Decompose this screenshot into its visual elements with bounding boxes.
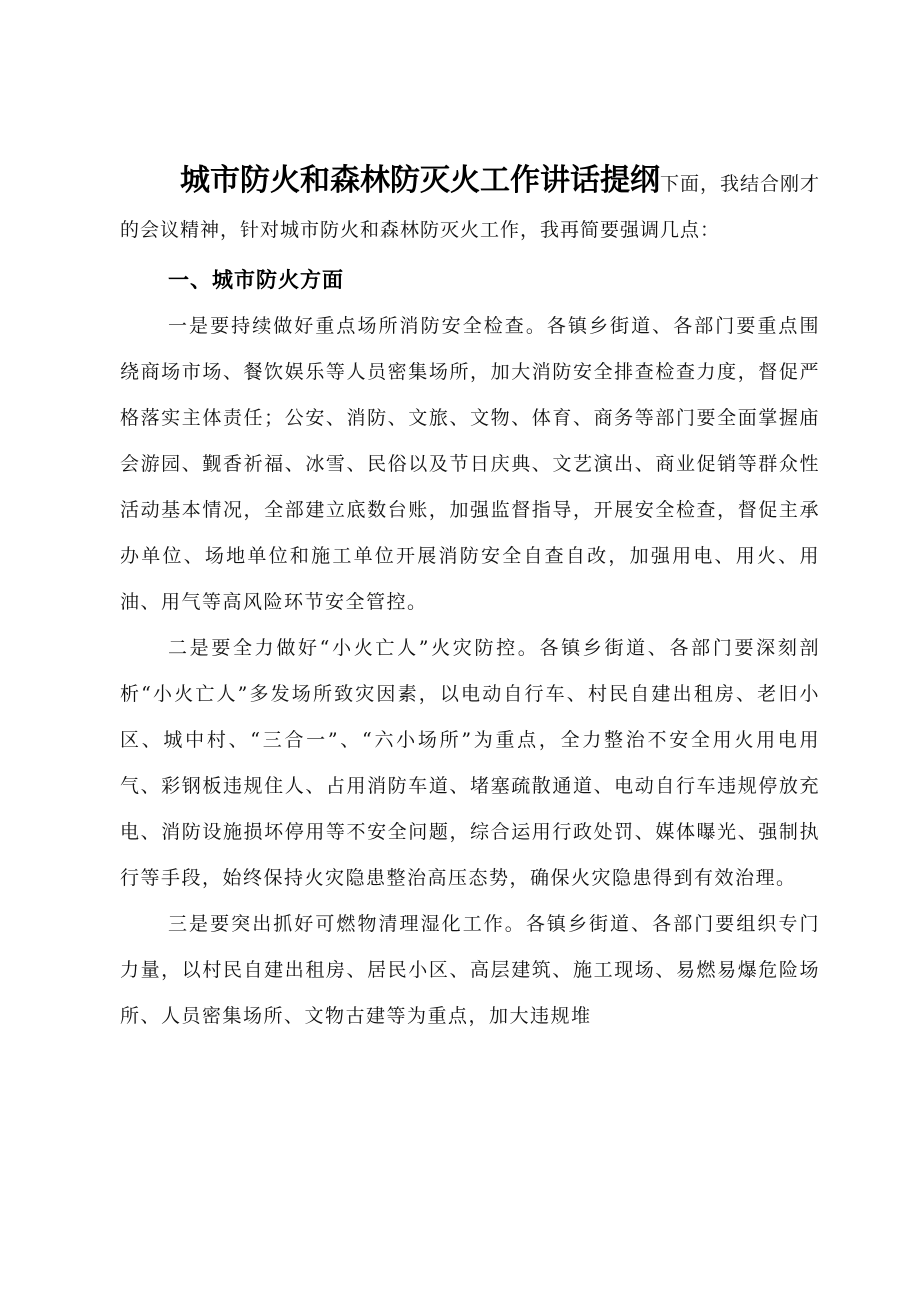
paragraph-small-fire: 二是要全力做好“小火亡人”火灾防控。各镇乡街道、各部门要深刻剖析“小火亡人”多发场所致灾因素，以电动自行车、村民自建出租房、老旧小区、城中村、“三合一”、“六小场所”为重点，全力整治不安全用火用电用气、彩钢板违规住人、占用消防车道、堵塞疏散通道、电动自行车违规停放充电、消防设施损坏停用等不安全问题，综合运用行政处罚、媒体曝光、强制执行等手段，始终保持火灾隐患整治高压态势，确保火灾隐患得到有效治理。 <box>120 637 820 889</box>
paragraph-combustibles: 三是要突出抓好可燃物清理湿化工作。各镇乡街道、各部门要组织专门力量，以村民自建出租房、居民小区、高层建筑、施工现场、易燃易爆危险场所、人员密集场所、文物古建等为重点，加大违规堆 <box>120 913 820 1027</box>
paragraph-key-venues: 一是要持续做好重点场所消防安全检查。各镇乡街道、各部门要重点围绕商场市场、餐饮娱乐等人员密集场所，加大消防安全排查检查力度，督促严格落实主体责任；公安、消防、文旅、文物、体育、商务等部门要全面掌握庙会游园、觐香祈福、冰雪、民俗以及节日庆典、文艺演出、商业促销等群众性活动基本情况，全部建立底数台账，加强监督指导，开展安全检查，督促主承办单位、场地单位和施工单位开展消防安全自查自改，加强用电、用火、用油、用气等高风险环节安全管控。 <box>120 315 820 613</box>
section-heading-city-fire: 一、城市防火方面 <box>168 268 344 292</box>
intro-paragraph <box>120 158 820 253</box>
document-title: 城市防火和森林防灭火工作讲话提纲 <box>180 163 660 198</box>
intro-text: 下面，我结合刚才的会议精神，针对城市防火和森林防灭火工作，我再简要强调几点： <box>120 173 821 241</box>
